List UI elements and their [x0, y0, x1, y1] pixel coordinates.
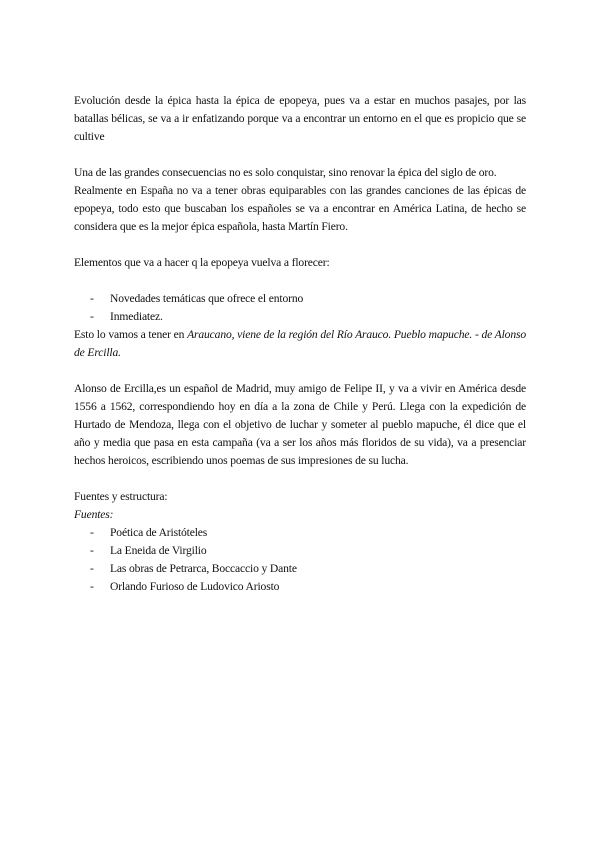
list-item	[74, 308, 526, 326]
list-item	[74, 578, 526, 596]
elements-list	[74, 290, 526, 326]
araucano-prefix: Esto lo vamos a tener en	[74, 328, 188, 341]
list-dash: -	[90, 580, 94, 593]
list-item-text: Novedades temáticas que ofrece el entorno	[110, 292, 304, 305]
list-dash: -	[90, 292, 94, 305]
spacer	[74, 272, 526, 290]
document-page	[74, 92, 526, 596]
paragraph-fuentes-estructura: Fuentes y estructura:	[74, 490, 168, 503]
list-item	[74, 560, 526, 578]
list-item-text: Las obras de Petrarca, Boccaccio y Dante	[110, 562, 297, 575]
fuentes-heading: Fuentes:	[74, 508, 114, 521]
paragraph-espana: Realmente en España no va a tener obras equiparables con las grandes canciones de las épicas de epopeya, todo esto que buscaban los españoles se va a encontrar en América Latina, de hecho se considera que es la mejor épica española, hasta Martín Fiero.	[74, 184, 526, 233]
list-dash: -	[90, 562, 94, 575]
paragraph-araucano	[74, 326, 526, 362]
list-dash: -	[90, 310, 94, 323]
fuentes-list	[74, 524, 526, 596]
list-dash: -	[90, 544, 94, 557]
paragraph-ercilla-bio: Alonso de Ercilla,es un español de Madrid, muy amigo de Felipe II, y va a vivir en América desde 1556 a 1562, correspondiendo hoy en día a la zona de Chile y Perú. Llega con la expedición de Hurtado de Mendoza, llega con el objetivo de luchar y someter al pueblo mapuche, él dice que el año y media que pasa en esta campaña (va a ser los años más floridos de su vida), va a presenciar hechos heroicos, escribiendo unos poemas de sus impresiones de su lucha.	[74, 382, 526, 467]
list-item-text: La Eneida de Virgilio	[110, 544, 207, 557]
paragraph-elementos-intro: Elementos que va a hacer q la epopeya vuelva a florecer:	[74, 256, 330, 269]
list-item-text: Inmediatez.	[110, 310, 163, 323]
list-item-text: Orlando Furioso de Ludovico Ariosto	[110, 580, 280, 593]
list-dash: -	[90, 526, 94, 539]
spacer	[74, 146, 526, 164]
list-item-text: Poética de Aristóteles	[110, 526, 208, 539]
list-item	[74, 542, 526, 560]
araucano-title-italic: Araucano, viene de la región del Río Arauco. Pueblo mapuche. - de Alonso de Ercilla.	[74, 328, 526, 359]
paragraph-epica-evolucion: Evolución desde la épica hasta la épica de epopeya, pues va a estar en muchos pasajes, por las batallas bélicas, se va a ir enfatizando porque va a encontrar un entorno en el que es propicio que se cultive	[74, 94, 526, 143]
list-item	[74, 290, 526, 308]
spacer	[74, 236, 526, 254]
paragraph-consecuencias: Una de las grandes consecuencias no es solo conquistar, sino renovar la épica del siglo de oro.	[74, 166, 497, 179]
list-item	[74, 524, 526, 542]
spacer	[74, 470, 526, 488]
spacer	[74, 362, 526, 380]
